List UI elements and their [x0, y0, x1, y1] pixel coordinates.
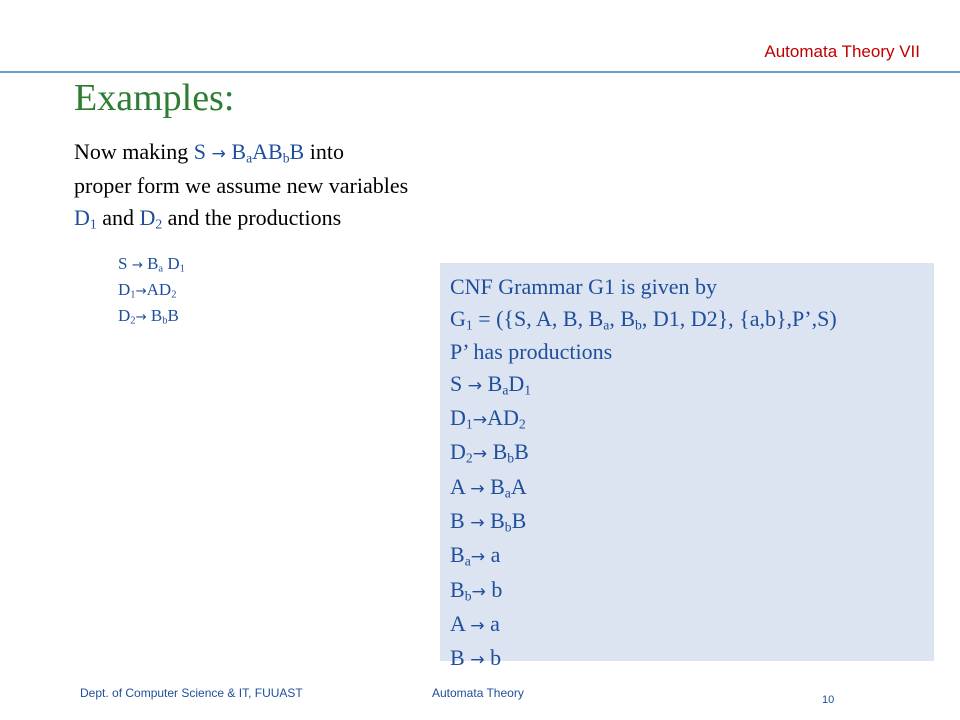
arrow-icon: →: [470, 615, 485, 636]
production-row: $D_1\to AD_2$: [118, 280, 177, 301]
arrow-icon: →: [472, 444, 488, 465]
intro-line-2: proper form we assume new variables: [74, 173, 409, 198]
arrow-icon: →: [131, 258, 143, 273]
cnf-production: A → a: [450, 610, 500, 636]
arrow-icon: →: [211, 144, 226, 164]
cnf-grammar-box: [440, 263, 934, 671]
arrow-icon: →: [472, 410, 488, 431]
header-divider: [0, 71, 960, 73]
footer-department: Dept. of Computer Science & IT, FUUAST: [80, 686, 303, 700]
cnf-production: B → b: [450, 645, 502, 671]
production-row: $D_2\to B_bB$: [118, 306, 179, 327]
intro-line-3: $D_1$ and $D_2$ and the productions: [74, 205, 342, 232]
cnf-production: $B \to B_bB$: [450, 508, 527, 535]
arrow-icon: →: [467, 375, 483, 396]
new-productions-list: [118, 252, 185, 330]
arrow-icon: →: [470, 513, 485, 534]
cnf-production: $B_b\to b$: [450, 576, 503, 604]
cnf-title: CNF Grammar G1 is given by: [450, 274, 718, 299]
cnf-production: $S \to B_aD_1$: [450, 370, 532, 398]
footer-course: Automata Theory: [432, 686, 524, 700]
arrow-icon: →: [471, 581, 486, 602]
has-productions-label: P’ has productions: [450, 338, 613, 364]
cnf-production: $B_a\to a$: [450, 542, 501, 569]
grammar-definition: $G_1 = (\{S$, A, B, $B_a$, $B_b$, D1, D2}, {a,b},P’,S): [450, 306, 837, 333]
cnf-production: $A \to B_aA$: [450, 473, 527, 501]
course-title: Automata Theory VII: [764, 42, 920, 61]
cnf-grammar-text: [450, 271, 837, 677]
intro-line-1: Now making $S \to B_aAB_bB$ into: [74, 139, 344, 166]
cnf-production: $D_2\to B_bB$: [450, 439, 529, 466]
intro-paragraph: [74, 136, 408, 234]
arrow-icon: →: [470, 650, 485, 671]
arrow-icon: →: [470, 547, 486, 568]
arrow-icon: →: [135, 284, 147, 299]
slide-heading: Examples:: [74, 77, 235, 119]
production-row: $S \to B_a$ $D_1$: [118, 254, 185, 275]
page-number: 10: [822, 694, 835, 706]
arrow-icon: →: [135, 310, 147, 325]
arrow-icon: →: [470, 478, 485, 499]
cnf-production: $D_1\to AD_2$: [450, 405, 526, 432]
